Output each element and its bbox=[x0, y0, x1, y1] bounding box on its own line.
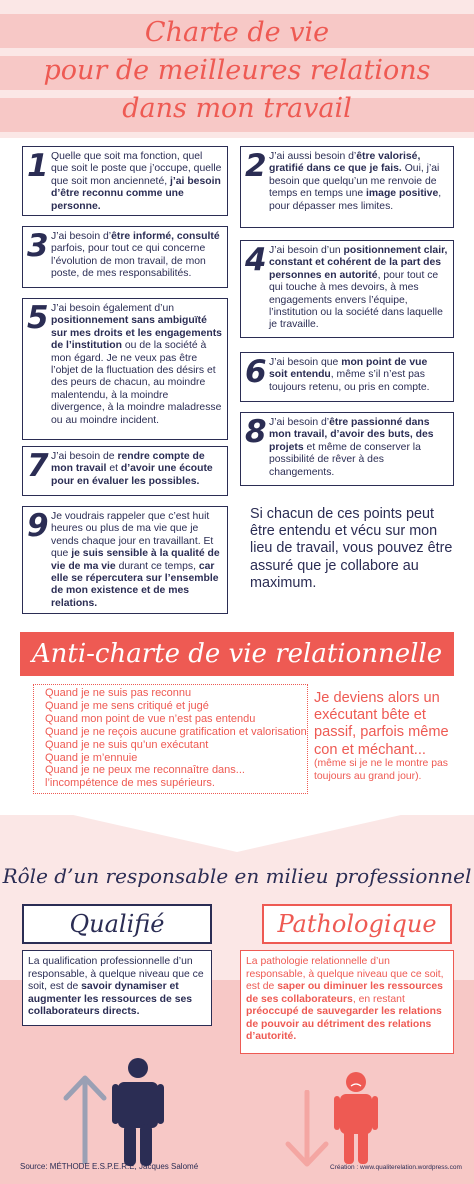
pathologique-title: Pathologique bbox=[262, 904, 452, 944]
emphasis-text: car elle se répercutera sur l’ensemble de mon existence et de mes relations. bbox=[51, 560, 219, 609]
card-number: 9 bbox=[27, 508, 49, 544]
body-text: durant ce temps, bbox=[115, 560, 199, 572]
body-text: et bbox=[106, 463, 121, 475]
charter-card-6 bbox=[240, 352, 454, 402]
body-text: parfois, pour tout ce qui concerne l’évolution de mon travail, de mon poste, de mes responsabilités. bbox=[51, 243, 206, 280]
charter-card-4 bbox=[240, 240, 454, 338]
card-number: 4 bbox=[245, 242, 267, 278]
emphasis-text: préoccupé de sauvegarder les relations de pouvoir au détriment des relations d’autorité. bbox=[246, 1006, 442, 1042]
list-item: Quand je ne reçois aucune gratification et valorisation bbox=[45, 725, 307, 738]
body-text: Je voudrais rappeler que c’est huit heures ou plus de ma vie que je vends chaque jour en travaillant. Et que bbox=[51, 511, 214, 560]
role-title: Rôle d’un responsable en milieu professionnel bbox=[2, 864, 472, 888]
anti-charter-title: Anti-charte de vie relationnelle bbox=[31, 639, 443, 669]
emphasis-text: mon point de vue soit entendu bbox=[269, 357, 428, 381]
charter-card-1 bbox=[22, 146, 228, 216]
list-item: Quand je me sens critiqué et jugé bbox=[45, 699, 209, 712]
person-sad-icon bbox=[334, 1072, 378, 1164]
body-text: J’ai besoin que bbox=[269, 357, 342, 368]
list-item: Quand je ne suis qu’un exécutant bbox=[45, 738, 209, 751]
emphasis-text: d’avoir une écoute pour en évaluer les possibles. bbox=[51, 463, 213, 487]
card-text bbox=[51, 151, 222, 213]
body-text: Quelle que soit ma fonction, quel que soit le poste que j’occupe, quelle que soit mon ancienneté, bbox=[51, 151, 222, 187]
emphasis-text: être valorisé, gratifié dans ce que je fais. bbox=[269, 151, 421, 175]
person-icon bbox=[112, 1058, 164, 1166]
card-text bbox=[51, 511, 222, 610]
card-text bbox=[269, 151, 448, 213]
arrow-down-icon bbox=[282, 1090, 332, 1168]
body-text: et même de conserver la possibilité de rêver à des changements. bbox=[269, 441, 421, 478]
emphasis-text: saper ou diminuer les ressources de ses collaborateurs bbox=[246, 981, 443, 1005]
list-item: Quand je ne peux me reconnaître dans... bbox=[45, 764, 245, 777]
list-item: l’incompétence de mes supérieurs. bbox=[45, 777, 215, 790]
body-text: La pathologie relationnelle d’un responsable, à quelque niveau que ce soit, est de bbox=[246, 956, 444, 992]
emphasis-text: savoir dynamiser et augmenter les ressources de ses collaborateurs directs. bbox=[28, 981, 193, 1017]
card-text bbox=[269, 357, 448, 394]
card-number: 1 bbox=[27, 148, 49, 184]
anti-charter-consequence: Je deviens alors un exécutant bête et passif, parfois même con et méchant... bbox=[314, 690, 449, 758]
emphasis-text: j’ai besoin d’être reconnu comme une personne. bbox=[51, 175, 221, 212]
card-number: 5 bbox=[27, 300, 49, 336]
body-text: , pour tout ce qui touche à mes devoirs, à mes engagements envers l’équipe, l’institution ou la société dans laquelle je travaille. bbox=[269, 269, 443, 331]
body-text: J’ai aussi besoin d’ bbox=[269, 151, 357, 162]
list-item: Quand mon point de vue n’est pas entendu bbox=[45, 712, 256, 725]
anti-charter-note: (même si je ne le montre pas toujours au grand jour). bbox=[314, 758, 448, 782]
emphasis-text: positionnement sans ambiguïté sur mes droits et les engagements de l’institution bbox=[51, 315, 222, 352]
emphasis-text: positionnement clair, constant et cohérent de la part des personnes en autorité bbox=[269, 245, 448, 281]
card-number: 2 bbox=[245, 148, 267, 184]
body-text: J’ai besoin d’ bbox=[51, 231, 112, 242]
body-text: , en restant bbox=[352, 993, 405, 1005]
creation-credit: Création : www.qualiterelation.wordpress.com bbox=[330, 1164, 462, 1171]
card-number: 6 bbox=[245, 354, 267, 390]
body-text: , même s’il n’est pas toujours retenu, ou pris en compte. bbox=[269, 369, 430, 393]
card-number: 7 bbox=[27, 448, 49, 484]
card-number: 3 bbox=[27, 228, 49, 264]
body-text: , pour dépasser mes limites. bbox=[269, 188, 442, 212]
charter-card-2 bbox=[240, 146, 454, 228]
emphasis-text: image positive bbox=[366, 188, 439, 200]
page-title-line: pour de meilleures relations bbox=[43, 55, 431, 86]
charter-card-3 bbox=[22, 226, 228, 288]
anti-charter-list bbox=[33, 684, 308, 794]
card-text bbox=[269, 417, 448, 479]
qualifie-title: Qualifié bbox=[22, 904, 212, 944]
arrow-up-icon bbox=[60, 1074, 110, 1164]
charter-card-9 bbox=[22, 506, 228, 614]
body-text: J’ai besoin d’ bbox=[269, 417, 330, 428]
body-text: Oui, j’ai besoin que quelqu’un me renvoie de temps en temps une bbox=[269, 163, 440, 200]
body-text: La qualification professionnelle d’un responsable, à quelque niveau que ce soit, est de bbox=[28, 956, 204, 992]
card-text bbox=[51, 231, 222, 281]
emphasis-text: je suis sensible à la qualité de vie de ma vie bbox=[51, 548, 220, 572]
charter-card-5 bbox=[22, 298, 228, 440]
body-text: J’ai besoin d’un bbox=[269, 245, 344, 256]
list-item: Quand je m’ennuie bbox=[45, 751, 138, 764]
collaboration-quote: Si chacun de ces points peut être entendu et vécu sur mon lieu de travail, vous pouvez être assuré que je collabore au maximum. bbox=[250, 506, 453, 591]
emphasis-text: rendre compte de mon travail bbox=[51, 451, 205, 475]
card-number: 8 bbox=[245, 414, 267, 450]
body-text: ou de la société à mon égard. Je ne veux pas être l’objet de la fluctuation des désirs et des peurs de chacun, au moindre malentendu, à la moindre divergence, à la moindre maladresse ou au moindre incident. bbox=[51, 340, 222, 426]
card-text bbox=[51, 303, 222, 427]
qualifie-text bbox=[22, 950, 212, 1026]
body-text: J’ai besoin également d’un bbox=[51, 303, 175, 314]
card-text bbox=[269, 245, 448, 332]
emphasis-text: être passionné dans mon travail, d’avoir des buts, des projets bbox=[269, 417, 434, 453]
page-title bbox=[0, 14, 474, 128]
body-text: J’ai besoin de bbox=[51, 451, 118, 462]
source-credit: Source: MÉTHODE E.S.P.E.R.E, Jacques Salomé bbox=[20, 1162, 199, 1171]
card-text bbox=[51, 451, 222, 488]
page-title-line: dans mon travail bbox=[122, 93, 352, 124]
charter-card-8 bbox=[240, 412, 454, 486]
emphasis-text: être informé, consulté bbox=[111, 231, 220, 242]
charter-card-7 bbox=[22, 446, 228, 496]
chevron-down-icon bbox=[60, 812, 414, 854]
pathologique-text bbox=[240, 950, 454, 1054]
page-title-line: Charte de vie bbox=[144, 17, 330, 48]
list-item: Quand je ne suis pas reconnu bbox=[45, 687, 192, 699]
